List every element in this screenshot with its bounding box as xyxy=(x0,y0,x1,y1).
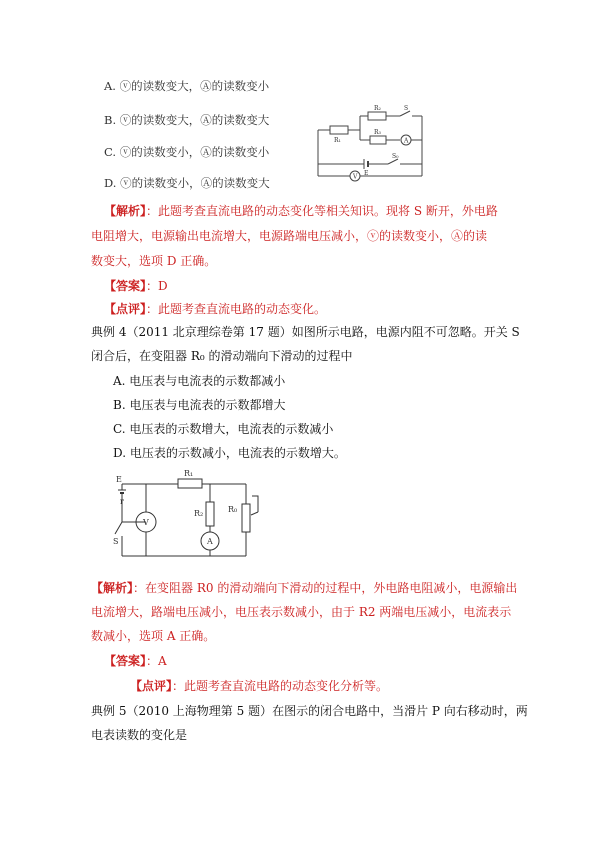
label-r2: R₂ xyxy=(374,105,381,112)
q4-analysis-line-3: 数减小，选项 A 正确。 xyxy=(91,629,216,643)
q4-answer: 【答案】：A xyxy=(104,654,167,668)
q3-analysis-line-3: 数变大，选项 D 正确。 xyxy=(91,254,217,268)
q4-option-a: A. 电压表与电流表的示数都减小 xyxy=(113,374,286,388)
label-r3: R₃ xyxy=(374,129,381,136)
q3-comment: 【点评】：此题考查直流电路的动态变化。 xyxy=(104,302,327,316)
answer-tag: 【答案】 xyxy=(104,279,147,293)
q3-analysis-line-2: 电阻增大，电源输出电流增大，电源路端电压减小，ⓥ的读数变小，Ⓐ的读 xyxy=(91,229,488,243)
q3-option-a: A. ⓥ的读数变大，Ⓐ的读数变小 xyxy=(104,79,270,93)
resistor-r1 xyxy=(330,126,348,134)
label-s: S xyxy=(404,105,409,112)
label-a: A xyxy=(207,537,213,546)
rheostat-r0 xyxy=(242,504,250,532)
analysis-tag: 【解析】 xyxy=(104,204,147,218)
label-r2: R₂ xyxy=(194,509,204,518)
q4-option-c: C. 电压表的示数增大，电流表的示数减小 xyxy=(113,422,334,436)
q4-intro-line-1: 典例 4（2011 北京理综卷第 17 题）如图所示电路，电源内阻不可忽略。开关 S xyxy=(91,325,520,339)
q3-option-b: B. ⓥ的读数变大，Ⓐ的读数变大 xyxy=(104,113,270,127)
q3-answer: 【答案】：D xyxy=(104,279,168,293)
resistor-r3 xyxy=(370,136,386,144)
q4-comment: 【点评】：此题考查直流电路的动态变化分析等。 xyxy=(130,679,389,693)
q5-line-2: 电表读数的变化是 xyxy=(91,728,188,742)
q3-analysis-line-1: 【解析】：此题考查直流电路的动态变化等相关知识。现将 S 断开，外电路 xyxy=(104,204,498,218)
q4-analysis-line-1: 【解析】：在变阻器 R0 的滑动端向下滑动的过程中，外电路电阻减小，电源输出 xyxy=(91,581,518,595)
label-r1: R₁ xyxy=(184,469,194,478)
label-e: E xyxy=(364,170,369,177)
resistor-r2 xyxy=(206,502,214,526)
q4-analysis-line-2: 电流增大，路端电压减小，电压表示数减小，由于 R2 两端电压减小，电流表示 xyxy=(91,605,512,619)
label-v: V xyxy=(353,173,358,181)
label-a: A xyxy=(404,137,409,145)
label-v: V xyxy=(143,518,149,527)
circuit-diagram-1 xyxy=(312,102,432,186)
circuit-diagram-2 xyxy=(110,466,280,566)
label-r0: R₀ xyxy=(228,505,238,514)
label-r: r xyxy=(120,497,124,506)
q4-option-b: B. 电压表与电流表的示数都增大 xyxy=(113,398,286,412)
analysis-tag: 【解析】 xyxy=(91,581,134,595)
label-s: S xyxy=(113,537,119,546)
answer-tag: 【答案】 xyxy=(104,654,147,668)
q3-option-d: D. ⓥ的读数变小，Ⓐ的读数变大 xyxy=(104,176,270,190)
q4-option-d: D. 电压表的示数减小，电流表的示数增大。 xyxy=(113,446,346,460)
resistor-r1 xyxy=(178,479,202,488)
comment-tag: 【点评】 xyxy=(130,679,173,693)
label-e: E xyxy=(116,475,122,484)
label-r1: R₁ xyxy=(334,137,341,144)
q3-option-c: C. ⓥ的读数变小，Ⓐ的读数变小 xyxy=(104,145,270,159)
comment-tag: 【点评】 xyxy=(104,302,147,316)
q5-line-1: 典例 5（2010 上海物理第 5 题）在图示的闭合电路中，当滑片 P 向右移动时，两 xyxy=(91,704,528,718)
label-s0: S₀ xyxy=(392,153,399,160)
q4-intro-line-2: 闭合后，在变阻器 R₀ 的滑动端向下滑动的过程中 xyxy=(91,349,353,363)
resistor-r2 xyxy=(368,112,386,120)
